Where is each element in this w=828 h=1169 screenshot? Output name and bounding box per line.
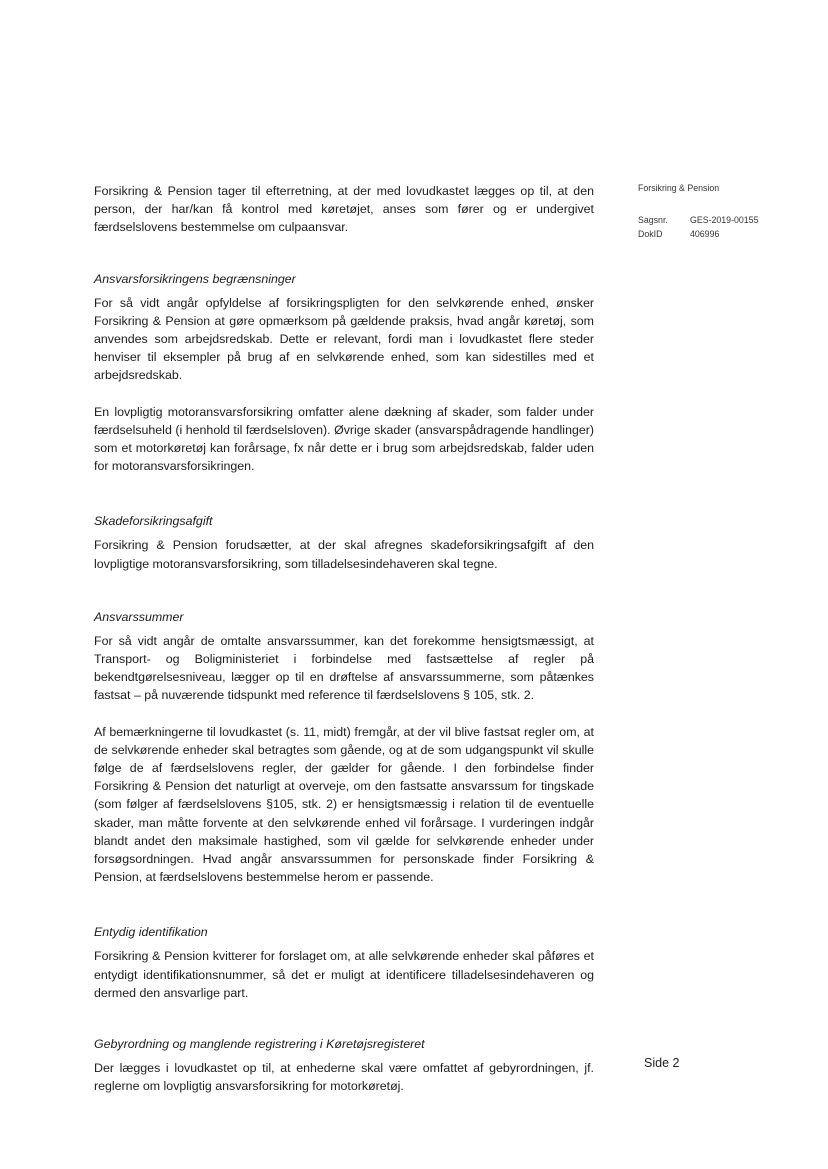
section-paragraph: Forsikring & Pension kvitterer for forslaget om, at alle selvkørende enheder skal påføres et entydigt identifikationsnummer, så det er muligt at identificere tilladelsesindehaveren og dermed den ansvarlige part. [94,949,594,1000]
section-paragraph: Af bemærkningerne til lovudkastet (s. 11, midt) fremgår, at der vil blive fastsat regler om, at de selvkørende enheder skal betragtes som gående, og at de som udgangspunkt vil skulle følge de af færdselslovens regler, der gælder for gående. I den forbindelse finder Forsikring & Pension det naturligt at overveje, om den fastsatte ansvarssum for tingskade (som følger af færdselslovens §105, stk. 2) er hensigtsmæssig i relation til de eventuelle skader, man måtte forvente at den selvkørende enhed vil forårsage. I vurderingen indgår blandt andet den maksimale hastighed, som vil gælde for selvkørende enheder under forsøgsordningen. Hvad angår ansvarssummen for personskade finder Forsikring & Pension, at færdselslovens bestemmelse herom er passende. [94,724,594,885]
section-identification [94,923,594,1002]
letter-body [94,182,594,1096]
section-paragraph: For så vidt angår opfyldelse af forsikringspligten for den selvkørende enhed, ønsker Forsikring & Pension at gøre opmærksom på gældende praksis, hvad angår køretøj, som anvendes som arbejdsredskab. Dette er relevant, fordi man i lovudkastet flere steder henviser til eksempler på brug af en selvkørende enhed, som kan sidestilles med et arbejdsredskab. [94,295,594,383]
intro-paragraph: Forsikring & Pension tager til efterretning, at der med lovudkastet lægges op til, at den person, der har/kan få kontrol med køretøjet, anses som fører og er undergivet færdselslovens bestemmelse om culpaansvar. [94,184,594,235]
page-number: Side 2 [644,1056,680,1070]
section-heading: Entydig identifikation [94,925,208,940]
section-heading: Skadeforsikringsafgift [94,514,213,529]
document-meta-sidebar [638,181,798,241]
section-heading: Ansvarsforsikringens begrænsninger [94,271,296,286]
case-number-row [638,213,798,227]
meta-label: Sagsnr. [638,215,668,225]
section-paragraph: For så vidt angår de omtalte ansvarssummer, kan det forekomme hensigtsmæssigt, at Transport- og Boligministeriet i forbindelse med fastsættelse af regler på bekendtgørelsesniveau, lægger op til en drøftelse af ansvarssummerne, som påtænkes fastsat – på nuværende tidspunkt med reference til færdselslovens § 105, stk. 2. [94,633,594,703]
meta-value: 406996 [690,229,720,239]
section-damage-tax [94,512,594,572]
meta-label: DokID [638,229,663,239]
section-fee-scheme [94,1035,594,1095]
section-liability-limits [94,270,594,476]
document-id-row [638,227,798,241]
section-paragraph: Der lægges i lovudkastet op til, at enhederne skal være omfattet af gebyrordningen, jf. reglerne om lovpligtig ansvarsforsikring for motorkøretøj. [94,1061,594,1094]
section-liability-sums [94,608,594,887]
section-heading: Ansvarssummer [94,609,184,624]
sender-organization: Forsikring & Pension [638,183,720,193]
meta-value: GES-2019-00155 [690,215,759,225]
section-paragraph: Forsikring & Pension forudsætter, at der skal afregnes skadeforsikringsafgift af den lovpligtige motoransvarsforsikring, som tilladelsesindehaveren skal tegne. [94,538,594,571]
section-paragraph: En lovpligtig motoransvarsforsikring omfatter alene dækning af skader, som falder under færdselsuheld (i henhold til færdselsloven). Øvrige skader (ansvarspådragende handlinger) som et motorkøretøj kan forårsage, fx når dette er i brug som arbejdsredskab, falder uden for motoransvarsforsikringen. [94,404,594,474]
section-heading: Gebyrordning og manglende registrering i Køretøjsregisteret [94,1037,425,1052]
